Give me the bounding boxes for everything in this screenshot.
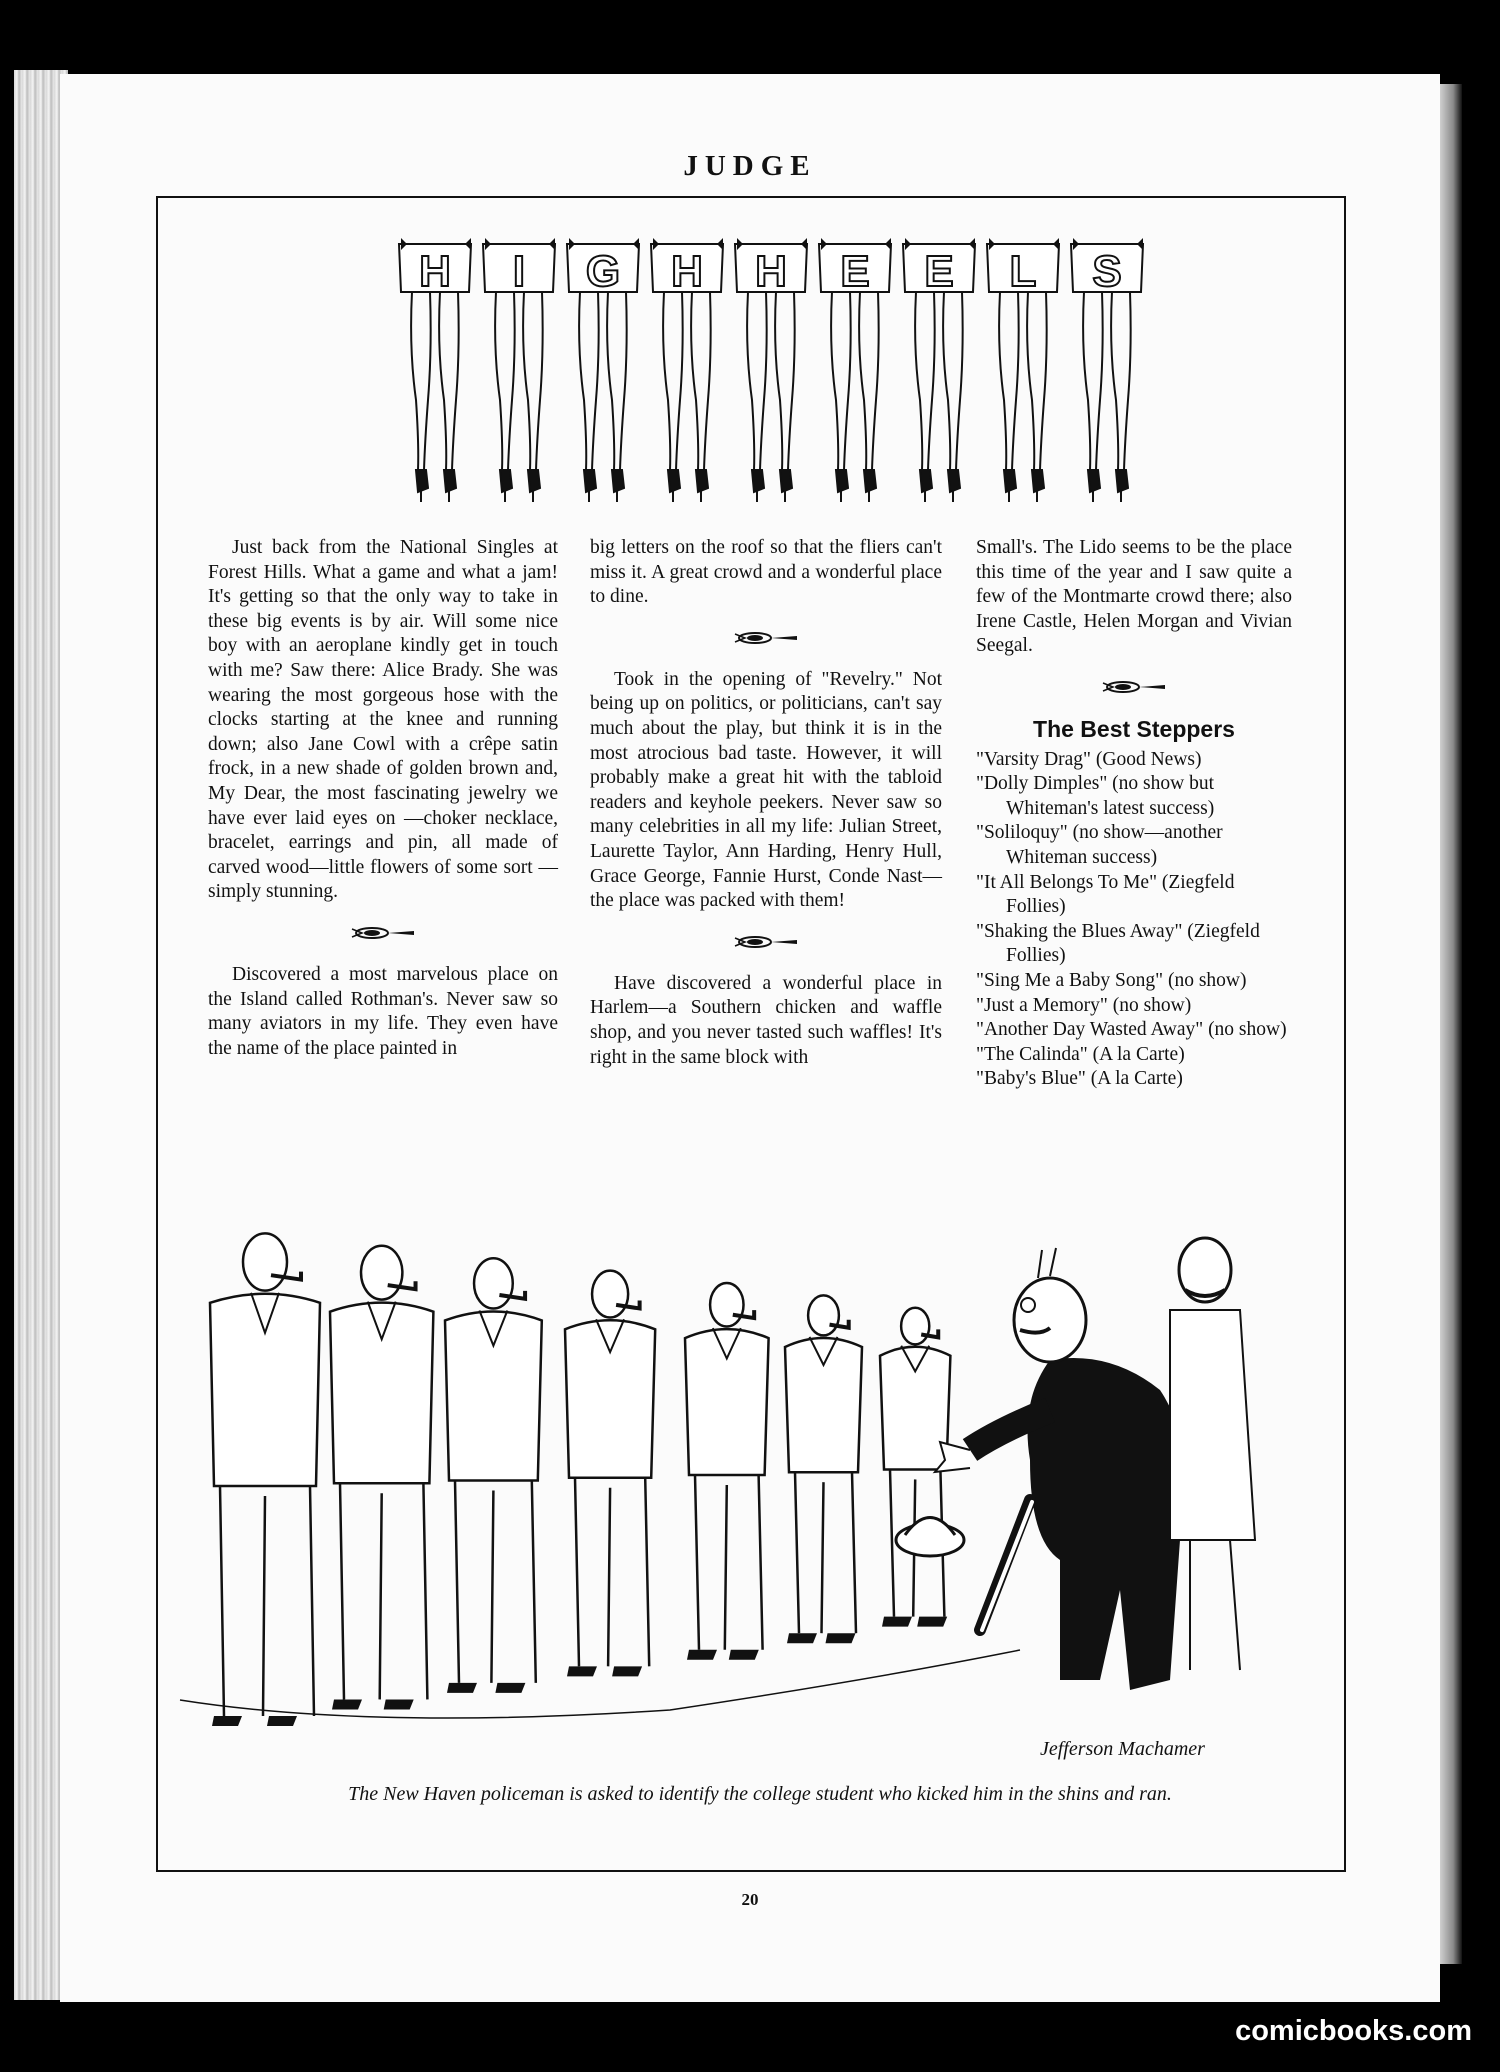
title-letter: H	[419, 247, 451, 296]
ornament-icon	[731, 932, 801, 952]
column-3	[976, 536, 1292, 1092]
page-number: 20	[741, 1890, 759, 1909]
stepper-item: "Shaking the Blues Away" (Ziegfeld Follies)	[976, 920, 1260, 967]
skirt-letter-6	[903, 238, 975, 502]
student-figure	[685, 1283, 769, 1660]
watermark: comicbooks.com	[1235, 2015, 1472, 2047]
skirt-letter-1	[483, 238, 555, 502]
skirt-letter-0	[399, 238, 471, 502]
title-letter: H	[755, 247, 787, 296]
student-figure	[445, 1258, 542, 1693]
ground-grass	[180, 1650, 1020, 1718]
steppers-list	[976, 748, 1292, 1092]
skirt-letter-7	[987, 238, 1059, 502]
title-letter: E	[840, 247, 870, 296]
title-letter: S	[1092, 247, 1122, 296]
skirt-letter-3	[651, 238, 723, 502]
student-figure	[785, 1295, 862, 1643]
older-man-figure	[1170, 1238, 1255, 1670]
page-edge	[1440, 84, 1462, 1964]
skirt-letter-8	[1071, 238, 1143, 502]
magazine-header: JUDGE	[683, 150, 817, 182]
paragraph-harlem: Have discovered a wonderful place in Harlem—a Southern chicken and waffle shop, and you never tasted such waffles! It's right in the same block with	[590, 972, 942, 1068]
students-lineup	[210, 1233, 950, 1726]
student-figure	[210, 1233, 320, 1726]
stepper-item: "Just a Memory" (no show)	[976, 994, 1192, 1016]
stepper-item: "The Calinda" (A la Carte)	[976, 1043, 1185, 1065]
ornament-icon	[731, 628, 801, 648]
student-figure	[565, 1271, 655, 1677]
stepper-item: "Another Day Wasted Away" (no show)	[976, 1019, 1287, 1041]
skirt-letter-4	[735, 238, 807, 502]
title-letter: G	[585, 247, 621, 296]
paragraph-continued: big letters on the roof so that the fliers can't miss it. A great crowd and a wonderful place to dine.	[590, 537, 942, 608]
skirt-letter-5	[819, 238, 891, 502]
stepper-item: "Varsity Drag" (Good News)	[976, 748, 1202, 770]
stepper-item: "Sing Me a Baby Song" (no show)	[976, 969, 1247, 991]
student-figure	[330, 1246, 433, 1710]
title-letter: H	[671, 247, 703, 296]
paragraph-lido: Small's. The Lido seems to be the place this time of the year and I saw quite a few of the Montmarte crowd there; also Irene Castle, Helen Morgan and Vivian Seegal.	[976, 537, 1292, 657]
cartoon-caption: The New Haven policeman is asked to identify the college student who kicked him in the shins and ran.	[348, 1783, 1172, 1805]
column-2	[590, 536, 942, 1070]
paragraph-revelry: Took in the opening of "Revelry." Not being up on politics, or politicians, can't say much about the play, but think it is in the most atrocious bad taste. However, it will probably make a great hit with the tabloid readers and keyhole peekers. Never saw so many celebrities in all my life: Julian Street, Laurette Taylor, Ann Harding, Henry Hull, Grace George, Fannie Hurst, Conde Nast—the place was packed with them!	[590, 668, 942, 912]
title-letter: I	[512, 247, 526, 296]
steppers-heading: The Best Steppers	[1033, 715, 1235, 742]
stepper-item: "Baby's Blue" (A la Carte)	[976, 1068, 1183, 1090]
cartoon-illustration	[170, 1210, 1340, 1790]
title-letter: E	[924, 247, 954, 296]
ornament-icon	[1099, 677, 1169, 697]
column-1	[208, 536, 558, 1061]
stepper-item: "It All Belongs To Me" (Ziegfeld Follies)	[976, 871, 1235, 918]
stepper-item: "Dolly Dimples" (no show but Whiteman's latest success)	[976, 773, 1215, 819]
stepper-item: "Soliloquy" (no show—another Whiteman success)	[976, 822, 1223, 868]
title-letter: L	[1009, 247, 1037, 296]
high-heels-title-art	[395, 230, 1155, 510]
ornament-icon	[348, 923, 418, 943]
paragraph-forest-hills: Just back from the National Singles at Forest Hills. What a game and what a jam! It's getting so that the only way to take in these big events is by air. Will some nice boy with an aeroplane kindly get in touch with me? Saw there: Alice Brady. She was wearing the most gorgeous hose with the clocks starting at the knee and running down; also Jane Cowl with a crêpe satin frock, in a new shade of golden brown and, My Dear, the most fascinating jewelry we have ever laid eyes on —choker necklace, bracelet, earrings and pin, all made of carved wood—little flowers of some sort —simply stunning.	[208, 537, 558, 903]
artist-signature: Jefferson Machamer	[1040, 1738, 1205, 1760]
paragraph-rothmans: Discovered a most marvelous place on the Island called Rothman's. Never saw so many aviators in my life. They even have the name of the place painted in	[208, 963, 558, 1059]
legs-illustration	[399, 238, 1143, 502]
skirt-letter-2	[567, 238, 639, 502]
